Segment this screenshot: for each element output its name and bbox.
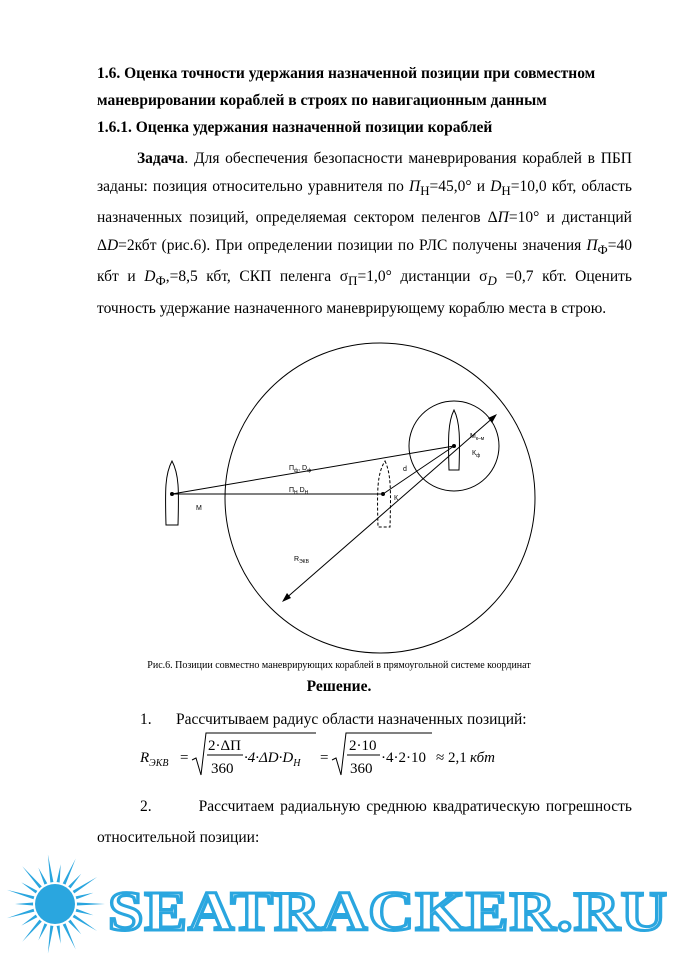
ship-kf-icon [449, 410, 460, 470]
formula-r-ekv [140, 730, 520, 782]
step-1 [140, 706, 527, 733]
label-d: d [403, 466, 407, 473]
label-pf-df: $П_ф$, $D_ф$ [289, 465, 312, 474]
sun-ray [48, 926, 54, 954]
step-1-number: 1. [140, 711, 152, 728]
sun-ray [63, 859, 76, 885]
section-title-line1: 1.6. Оценка точности удержания назначенной позиции при совместном [97, 65, 596, 82]
svg-text:·4·2·10: ·4·2·10 [381, 750, 426, 766]
sun-ray [21, 915, 37, 926]
formula-unit: кбт [470, 750, 496, 766]
formula-den1: 360 [211, 761, 234, 777]
label-pn-dn: $П_Н$ $D_Н$ [289, 487, 309, 496]
seatracker-watermark [0, 850, 678, 959]
line-pf-df [172, 446, 454, 494]
section-title-line2: маневрировании кораблей в строях по навигационным данным [97, 92, 547, 109]
task-paragraph: Задача. Для обеспечения безопасности маневрирования кораблей в ПБП заданы: позиция относительно уравнителя по $П_Н=45,0^\circ$ и $D_Н=10,0$ кбт, область назначенных позиций, определяемая сектором пеленгов ΔП=10° и дистанций ΔD=2кбт (рис.6). При определении позиции по РЛС получены значения $П_Ф=40$ кбт и $D_Ф,=8,5$ кбт, СКП пеленга $\sigma_П=1,0^\circ$ дистанции $\sigma_D =0,7$ кбт. Оценить точность удержание назначенного маневрирующему кораблю места в строю. [97, 150, 633, 317]
sun-ray [68, 874, 81, 889]
step-2 [97, 791, 632, 853]
svg-text:RЭКВ: $R_{ЭКВ}$ [140, 750, 169, 769]
svg-text:=: = [180, 750, 189, 766]
figure-caption: Рис.6. Позиции совместно маневрирующих кораблей в прямоугольной системе координат [147, 660, 531, 671]
sun-ray [38, 923, 47, 940]
sun-ray [57, 864, 61, 882]
equivalent-area-circle [225, 343, 535, 653]
figure-6-diagram [0, 330, 678, 660]
label-k: К [394, 495, 399, 502]
sun-ray [76, 893, 94, 900]
svg-text:·4·ΔD·DH: $\cdot 4\cdot\Delta D\cdot D_H$ [244, 750, 301, 769]
arrow-r-lower [282, 593, 291, 602]
section-title [97, 60, 642, 141]
formula-result: ≈ 2,1 [436, 750, 467, 766]
label-r-ekv: $R_{ЭКВ}$ [294, 556, 309, 565]
label-kf: $К_ф$ [472, 450, 481, 459]
vector-d [383, 446, 454, 494]
sun-ray [76, 909, 94, 916]
section-subtitle: 1.6.1. Оценка удержания назначенной позиции кораблей [97, 119, 493, 136]
formula-num2: 2·10 [349, 738, 377, 754]
label-mkm: $М_{к-м}$ [470, 433, 485, 442]
solution-heading: Решение. [306, 678, 372, 695]
sun-logo-icon [7, 855, 105, 954]
arrow-r-upper [488, 414, 497, 423]
sun-ray [7, 909, 34, 918]
step-2-number: 2. [140, 798, 152, 815]
sun-ray [21, 882, 37, 893]
sun-ray [57, 926, 61, 944]
task-label: Задача [137, 150, 185, 167]
formula-den2: 360 [350, 761, 373, 777]
sun-ray [68, 920, 81, 935]
step-2-text: Рассчитаем радиальную среднюю квадратическую погрешность относительной позиции: [97, 798, 632, 846]
svg-text:=: = [320, 750, 329, 766]
label-m: М [196, 505, 202, 512]
sun-ray [77, 902, 105, 905]
sun-ray [48, 855, 54, 883]
sun-ray [15, 902, 33, 905]
point-m [170, 492, 174, 496]
watermark-text: SEATRACKER.RU [108, 881, 668, 943]
radius-r-ekv-line [284, 416, 495, 600]
formula-num1: 2·ΔП [208, 738, 241, 754]
sun-ray [7, 890, 34, 899]
step-1-text: Рассчитываем радиус области назначенных позиций: [176, 711, 527, 728]
sun-ray [63, 923, 76, 949]
sun-ray [38, 868, 47, 885]
